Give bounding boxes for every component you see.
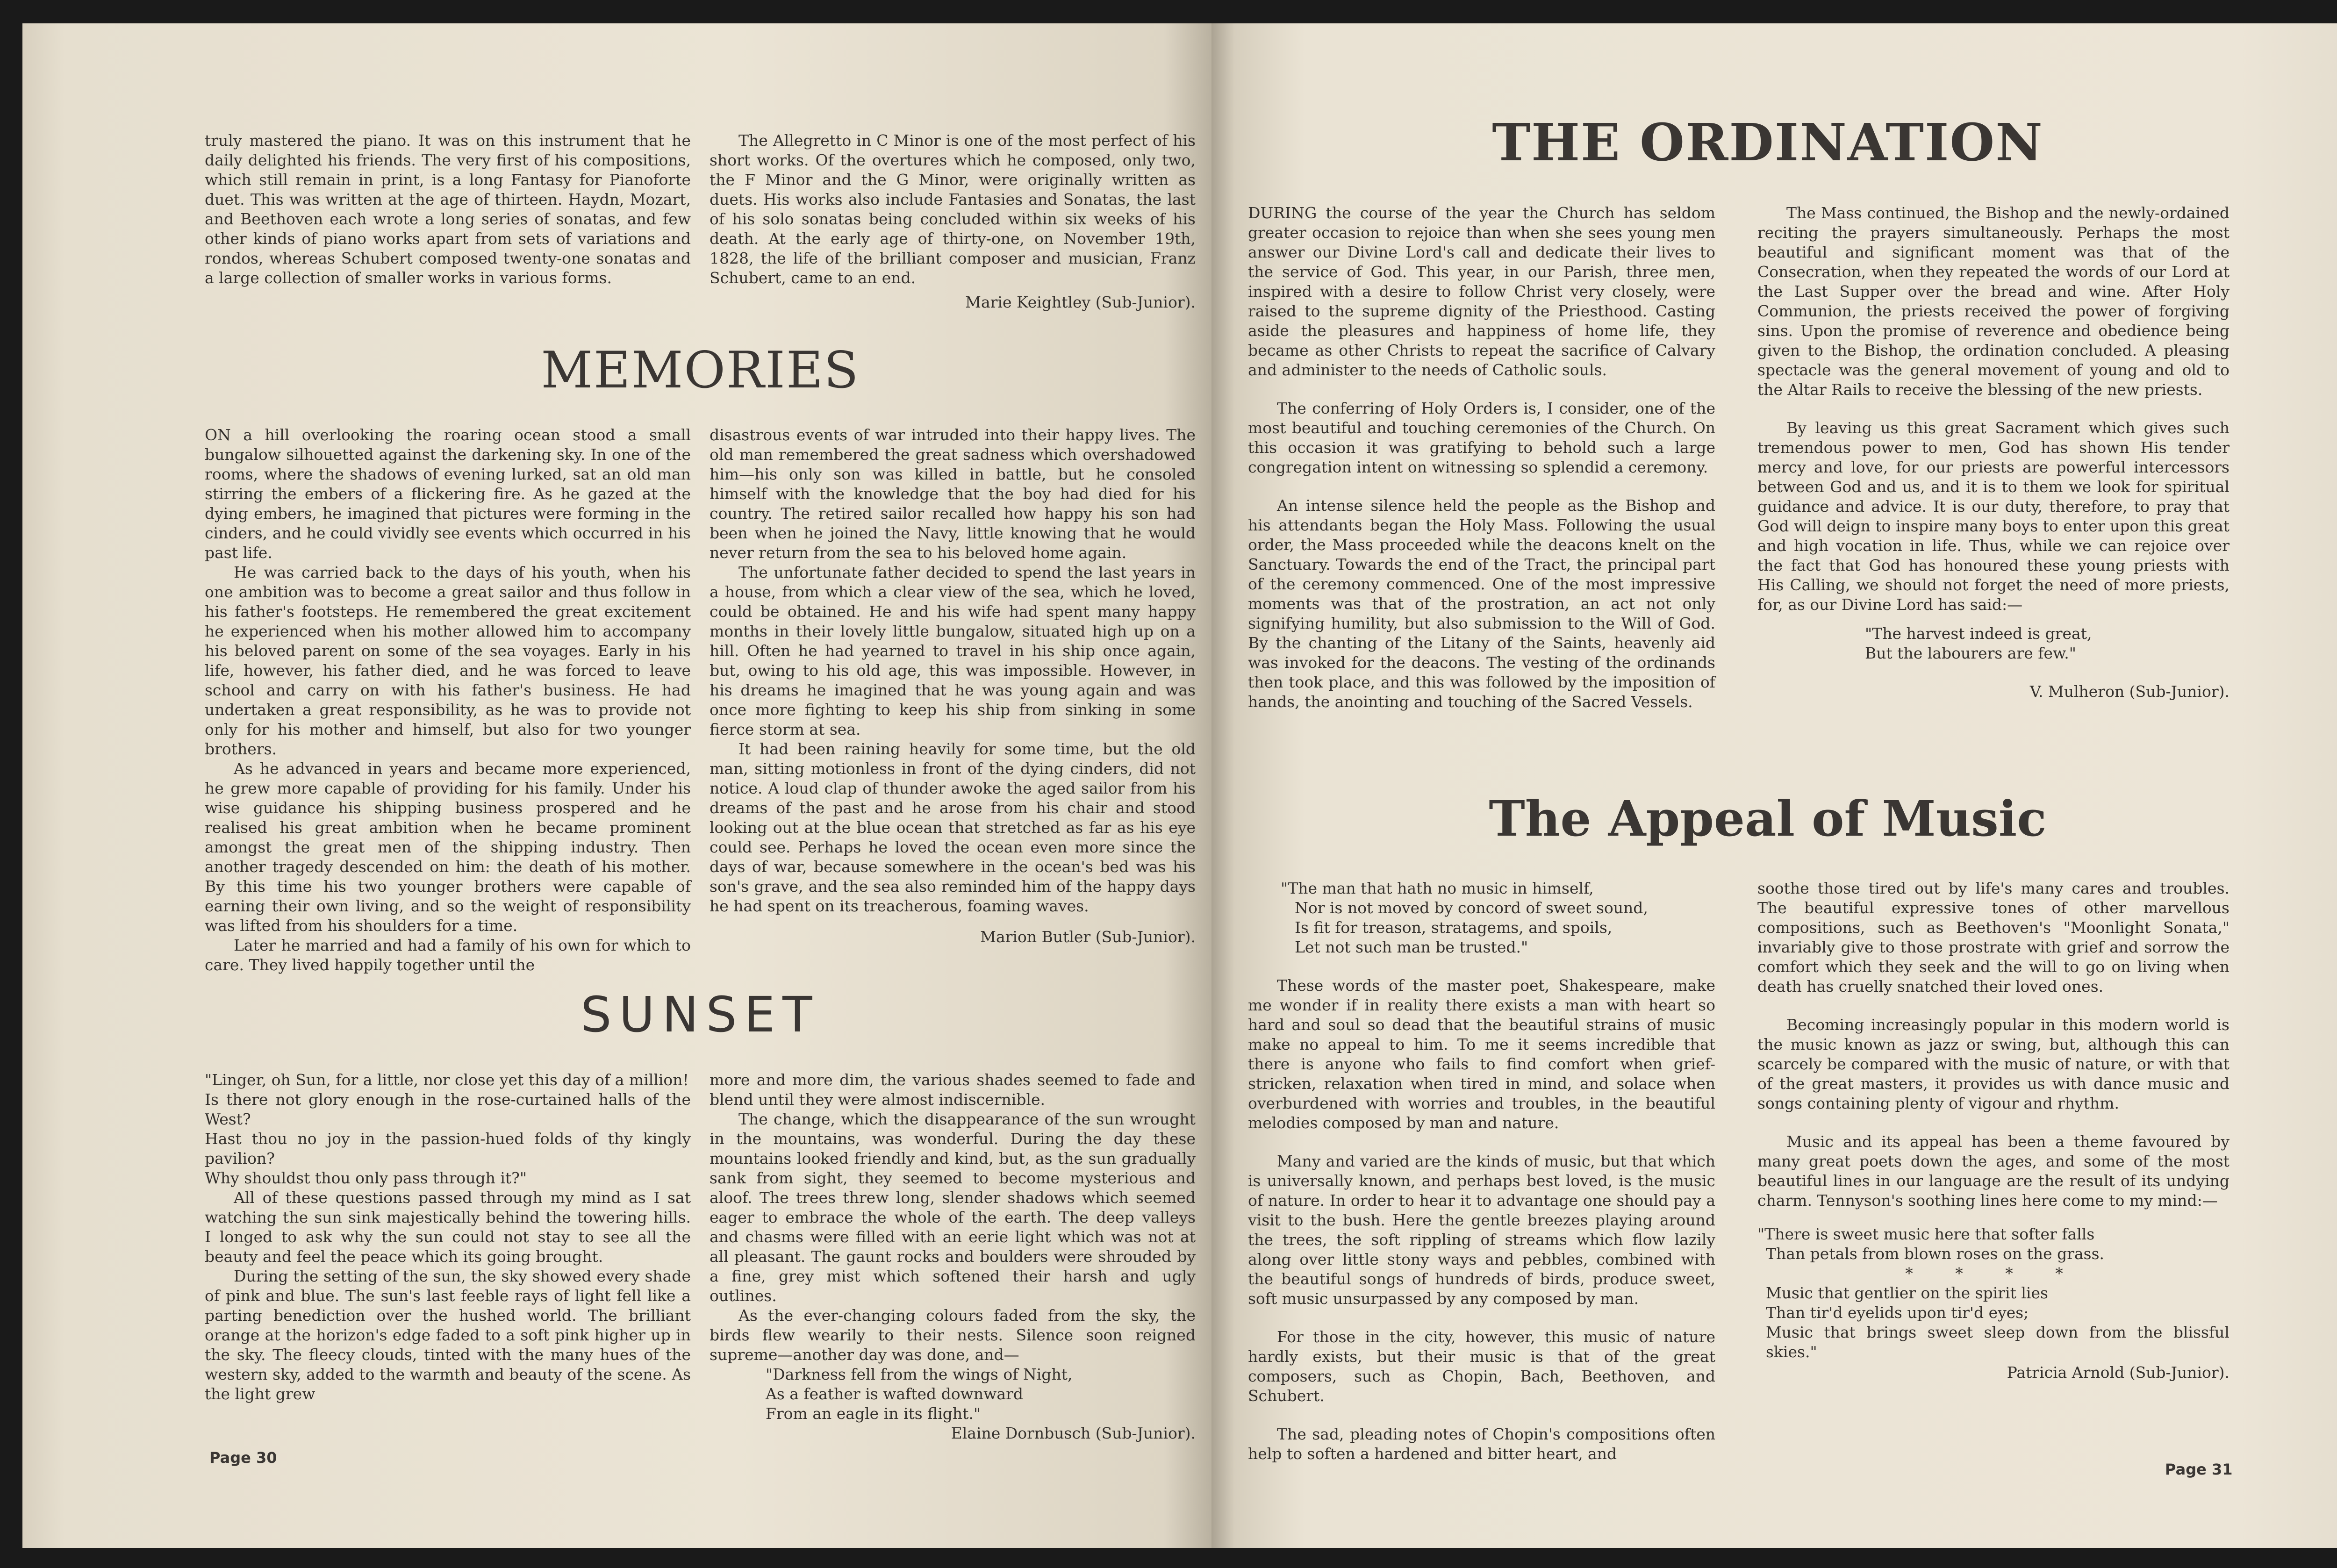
intro-signature: Marie Keightley (Sub-Junior). <box>965 293 1196 311</box>
poem-line: Music that brings sweet sleep down from the blissful skies." <box>1766 1323 2229 1361</box>
music-paragraph: For those in the city, however, this music of nature hardly exists, but their music is that of the great composers, such as Chopin, Bach, Beethoven, and Schubert. <box>1248 1328 1715 1405</box>
poem-line: Nor is not moved by concord of sweet sound, <box>1295 899 1648 917</box>
poem-line: Than tir'd eyelids upon tir'd eyes; <box>1766 1303 2029 1322</box>
music-paragraph: The sad, pleading notes of Chopin's compositions often help to soften a hardened and bitter heart, and <box>1248 1425 1715 1463</box>
sunset-column-2 <box>710 1070 1196 1443</box>
music-title: The Appeal of Music <box>1489 790 2047 847</box>
music-column-1 <box>1248 879 1715 1464</box>
memories-column-1 <box>205 425 691 975</box>
poem-line: "Darkness fell from the wings of Night, <box>766 1365 1073 1383</box>
intro-column-2 <box>710 131 1196 312</box>
ordination-column-1 <box>1248 203 1715 712</box>
ordination-signature: V. Mulheron (Sub-Junior). <box>2029 682 2229 701</box>
intro-paragraph: truly mastered the piano. It was on this instrument that he daily delighted his friends. The very first of his compositions, which still remain in print, is a long Fantasy for Pianoforte duet. This was written at the age of thirteen. Haydn, Mozart, and Beethoven each wrote a long series of sonatas, and few other kinds of piano works apart from sets of variations and rondos, whereas Schubert composed twenty-one sonatas and a large collection of smaller works in various forms. <box>205 131 691 287</box>
sunset-paragraph: During the setting of the sun, the sky showed every shade of pink and blue. The sun's last feeble rays of light fell like a parting benediction over the hushed world. The brilliant orange at the horizon's edge faded to a soft pink higher up in the sky. The fleecy clouds, tinted with the many hues of the western sky, added to the warmth and beauty of the scene. As the light grew <box>205 1267 691 1403</box>
ordination-paragraph: By leaving us this great Sacrament which gives such tremendous power to men, God has shown His tender mercy and love, for our priests are powerful intercessors between God and us, and it is to them we look for spiritual guidance and advice. It is our duty, therefore, to pray that God will deign to inspire many boys to enter upon this great and high vocation in life. Thus, while we can rejoice over the fact that God has honoured these young priests with His Calling, we should not forget the need of more priests, for, as our Divine Lord has said:— <box>1757 419 2229 614</box>
memories-paragraph: ON a hill overlooking the roaring ocean stood a small bungalow silhouetted against the darkening sky. In one of the rooms, where the shadows of evening lurked, sat an old man stirring the embers of a flickering fire. As he gazed at the dying embers, he imagined that pictures were forming in the cinders, and he could vividly see events which occurred in his past life. <box>205 426 691 562</box>
page-number: Page 31 <box>2165 1461 2233 1478</box>
sunset-paragraph: more and more dim, the various shades seemed to fade and blend until they were almost indiscernible. <box>710 1071 1196 1109</box>
music-tennyson-poem <box>1757 1224 2229 1264</box>
ordination-paragraph: The conferring of Holy Orders is, I consider, one of the most beautiful and touching ceremonies of the Church. On this occasion it was gratifying to behold such a large congregation intent on witnessing so splendid a ceremony. <box>1248 399 1715 476</box>
memories-column-2 <box>710 425 1196 947</box>
music-paragraph: Becoming increasingly popular in this modern world is the music known as jazz or swing, but, although this can scarcely be compared with the music of nature, or with that of the great masters, it provides us with dance music and songs containing plenty of vigour and rhythm. <box>1757 1016 2229 1112</box>
memories-paragraph: The unfortunate father decided to spend the last years in a house, from which a clear view of the sea, which he loved, could be obtained. He and his wife had spent many happy months in their lovely little bungalow, situated high up on a hill. Often he had yearned to travel in his ship once again, but, owing to his old age, this was impossible. However, in his dreams he imagined that he was young again and was once more fighting to keep his ship from sinking in some fierce storm at sea. <box>710 563 1196 738</box>
sunset-closing-poem <box>710 1365 1196 1424</box>
music-paragraph: Many and varied are the kinds of music, but that which is universally known, and perhaps best loved, is the music of nature. In order to hear it to advantage one should pay a visit to the bush. Here the gentle breezes playing around the trees, the soft rippling of streams which flow lazily along over little stony ways and pebbles, combined with the beautiful songs of hundreds of birds, produce sweet, soft music unsurpassed by any composed by man. <box>1248 1152 1715 1308</box>
sunset-column-1 <box>205 1070 691 1404</box>
poem-line: Than petals from blown roses on the grass. <box>1766 1245 2105 1263</box>
music-paragraph: soothe those tired out by life's many cares and troubles. The beautiful expressive tones of other marvellous compositions, such as Beethoven's "Moonlight Sonata," invariably give to those prostrate with grief and sorrow the comfort which they seek and the will to go on living when death has cruelly snatched their loved ones. <box>1757 879 2229 995</box>
memories-title: MEMORIES <box>541 341 860 400</box>
ordination-paragraph: DURING the course of the year the Church has seldom greater occasion to rejoice than when she sees young men answer our Divine Lord's call and dedicate their lives to the service of God. This year, in our Parish, three men, inspired with a desire to follow Christ very closely, were raised to the supreme dignity of the Priesthood. Casting aside the pleasures and happiness of home life, they became as other Christs to repeat the sacrifice of Calvary and administer to the needs of Catholic souls. <box>1248 204 1715 379</box>
music-poem <box>1248 879 1715 957</box>
poem-line: "There is sweet music here that softer falls <box>1757 1225 2095 1243</box>
music-paragraph: These words of the master poet, Shakespeare, make me wonder if in reality there exists a man with heart so hard and soul so dead that the beautiful strains of music make no appeal to him. To me it seems incredible that there is anyone who fails to find comfort when grief-stricken, relaxation when tired in mind, and solace when overburdened with worries and troubles, in the beautiful melodies composed by man and nature. <box>1248 976 1715 1132</box>
ordination-title: THE ORDINATION <box>1492 112 2043 172</box>
poem-line: "The man that hath no music in himself, <box>1281 879 1594 897</box>
poem-line: Let not such man be trusted." <box>1295 938 1528 956</box>
ordination-column-2 <box>1757 203 2229 702</box>
section-stars: * * * * <box>1905 1264 2082 1282</box>
quote-line: "The harvest indeed is great, <box>1865 624 2092 643</box>
memories-paragraph: He was carried back to the days of his youth, when his one ambition was to become a great sailor and thus follow in his father's footsteps. He remembered the great excitement he experienced when his mother allowed him to accompany his beloved parent on some of the sea voyages. Early in his life, however, his father died, and he was forced to leave school and carry on with his father's business. He had undertaken a great responsibility, as he was to provide not only for his mother and himself, but also for two younger brothers. <box>205 563 691 758</box>
poem-line: Why shouldst thou only pass through it?" <box>205 1169 527 1187</box>
intro-column-1 <box>205 131 691 288</box>
poem-line: "Linger, oh Sun, for a little, nor close yet this day of a million! <box>205 1071 689 1089</box>
sunset-signature: Elaine Dornbusch (Sub-Junior). <box>951 1424 1196 1442</box>
memories-paragraph: Later he married and had a family of his own for which to care. They lived happily together until the <box>205 936 691 974</box>
memories-paragraph: disastrous events of war intruded into their happy lives. The old man remembered the great sadness which overshadowed him—his only son was killed in battle, but he consoled himself with the knowledge that the boy had died for his country. The retired sailor recalled how happy his son had been when he joined the Navy, little knowing that he would never return from the sea to his beloved home again. <box>710 426 1196 562</box>
poem-line: Music that gentlier on the spirit lies <box>1766 1284 2048 1302</box>
quote-line: But the labourers are few." <box>1865 644 2076 662</box>
music-tennyson-poem-continued <box>1757 1283 2229 1362</box>
sunset-paragraph: As the ever-changing colours faded from the sky, the birds flew wearily to their nests. Silence soon reigned supreme—another day was done, and— <box>710 1306 1196 1364</box>
poem-line: Hast thou no joy in the passion-hued folds of thy kingly pavilion? <box>205 1130 691 1167</box>
intro-paragraph: The Allegretto in C Minor is one of the most perfect of his short works. Of the overtures which he composed, only two, the F Minor and the G Minor, were originally written as duets. His works also include Fantasies and Sonatas, the last of his solo sonatas being concluded within six weeks of his death. At the early age of thirty-one, on November 19th, 1828, the life of the brilliant composer and musician, Franz Schubert, came to an end. <box>710 131 1196 287</box>
sunset-paragraph: All of these questions passed through my mind as I sat watching the sun sink majestically behind the towering hills. I longed to ask why the sun could not stay to see all the beauty and feel the peace which its going brought. <box>205 1189 691 1266</box>
memories-signature: Marion Butler (Sub-Junior). <box>980 928 1196 946</box>
music-signature: Patricia Arnold (Sub-Junior). <box>2007 1363 2229 1382</box>
memories-paragraph: As he advanced in years and became more experienced, he grew more capable of providing for his family. Under his wise guidance his shipping business prospered and he realised his great ambition when he became prominent amongst the great men of the shipping industry. Then another tragedy descended on him: the death of his mother. By this time his two younger brothers were capable of earning their own living, and so the weight of responsibility was lifted from his shoulders for a time. <box>205 759 691 935</box>
poem-line: From an eagle in its flight." <box>766 1404 981 1423</box>
ordination-quote <box>1757 624 2229 663</box>
page-number: Page 30 <box>209 1449 277 1467</box>
music-paragraph: Music and its appeal has been a theme favoured by many great poets down the ages, and some of the most beautiful lines in our language are the result of its undying charm. Tennyson's soothing lines here come to my mind:— <box>1757 1132 2229 1210</box>
ordination-paragraph: The Mass continued, the Bishop and the newly-ordained reciting the prayers simultaneously. Perhaps the most beautiful and significant moment was that of the Consecration, when they repeated the words of our Lord at the Last Supper over the bread and wine. After Holy Communion, the priests received the power of forgiving sins. Upon the promise of reverence and obedience being given to the Bishop, the ordination concluded. A pleasing spectacle was the general movement of young and old to the Altar Rails to receive the blessing of the new priests. <box>1757 204 2229 399</box>
poem-line: Is fit for treason, stratagems, and spoils, <box>1295 918 1613 937</box>
right-page <box>1212 23 2337 1548</box>
sunset-poem <box>205 1070 691 1188</box>
sunset-title: SUNSET <box>581 986 820 1043</box>
poem-line: As a feather is wafted downward <box>766 1385 1023 1403</box>
ordination-paragraph: An intense silence held the people as the Bishop and his attendants began the Holy Mass. Following the usual order, the Mass proceeded while the deacons knelt on the Sanctuary. Towards the end of the Tract, the principal part of the ceremony commenced. One of the most impressive moments was that of the prostration, an act not only signifying humility, but also submission to the Will of God. By the chanting of the Litany of the Saints, heavenly aid was invoked for the deacons. The vesting of the ordinands then took place, and this was followed by the imposition of hands, the anointing and touching of the Sacred Vessels. <box>1248 496 1715 711</box>
poem-line: Is there not glory enough in the rose-curtained halls of the West? <box>205 1090 691 1128</box>
music-column-2 <box>1757 879 2229 1382</box>
sunset-paragraph: The change, which the disappearance of the sun wrought in the mountains, was wonderful. During the day these mountains looked friendly and kind, but, as the sun gradually sank from sight, they seemed to become mysterious and aloof. The trees threw long, slender shadows which seemed eager to embrace the whole of the earth. The deep valleys and chasms were filled with an eerie light which was not at all pleasant. The gaunt rocks and boulders were shrouded by a fine, grey mist which softened their harsh and ugly outlines. <box>710 1110 1196 1305</box>
memories-paragraph: It had been raining heavily for some time, but the old man, sitting motionless in front of the dying cinders, did not notice. A loud clap of thunder awoke the aged sailor from his dreams of the past and he arose from his chair and stood looking out at the blue ocean that stretched as far as his eye could see. Perhaps he loved the ocean even more since the days of war, because somewhere in the ocean's bed was his son's grave, and the sea also reminded him of the happy days he had spent on its treacherous, foaming waves. <box>710 740 1196 915</box>
left-page <box>22 23 1212 1548</box>
